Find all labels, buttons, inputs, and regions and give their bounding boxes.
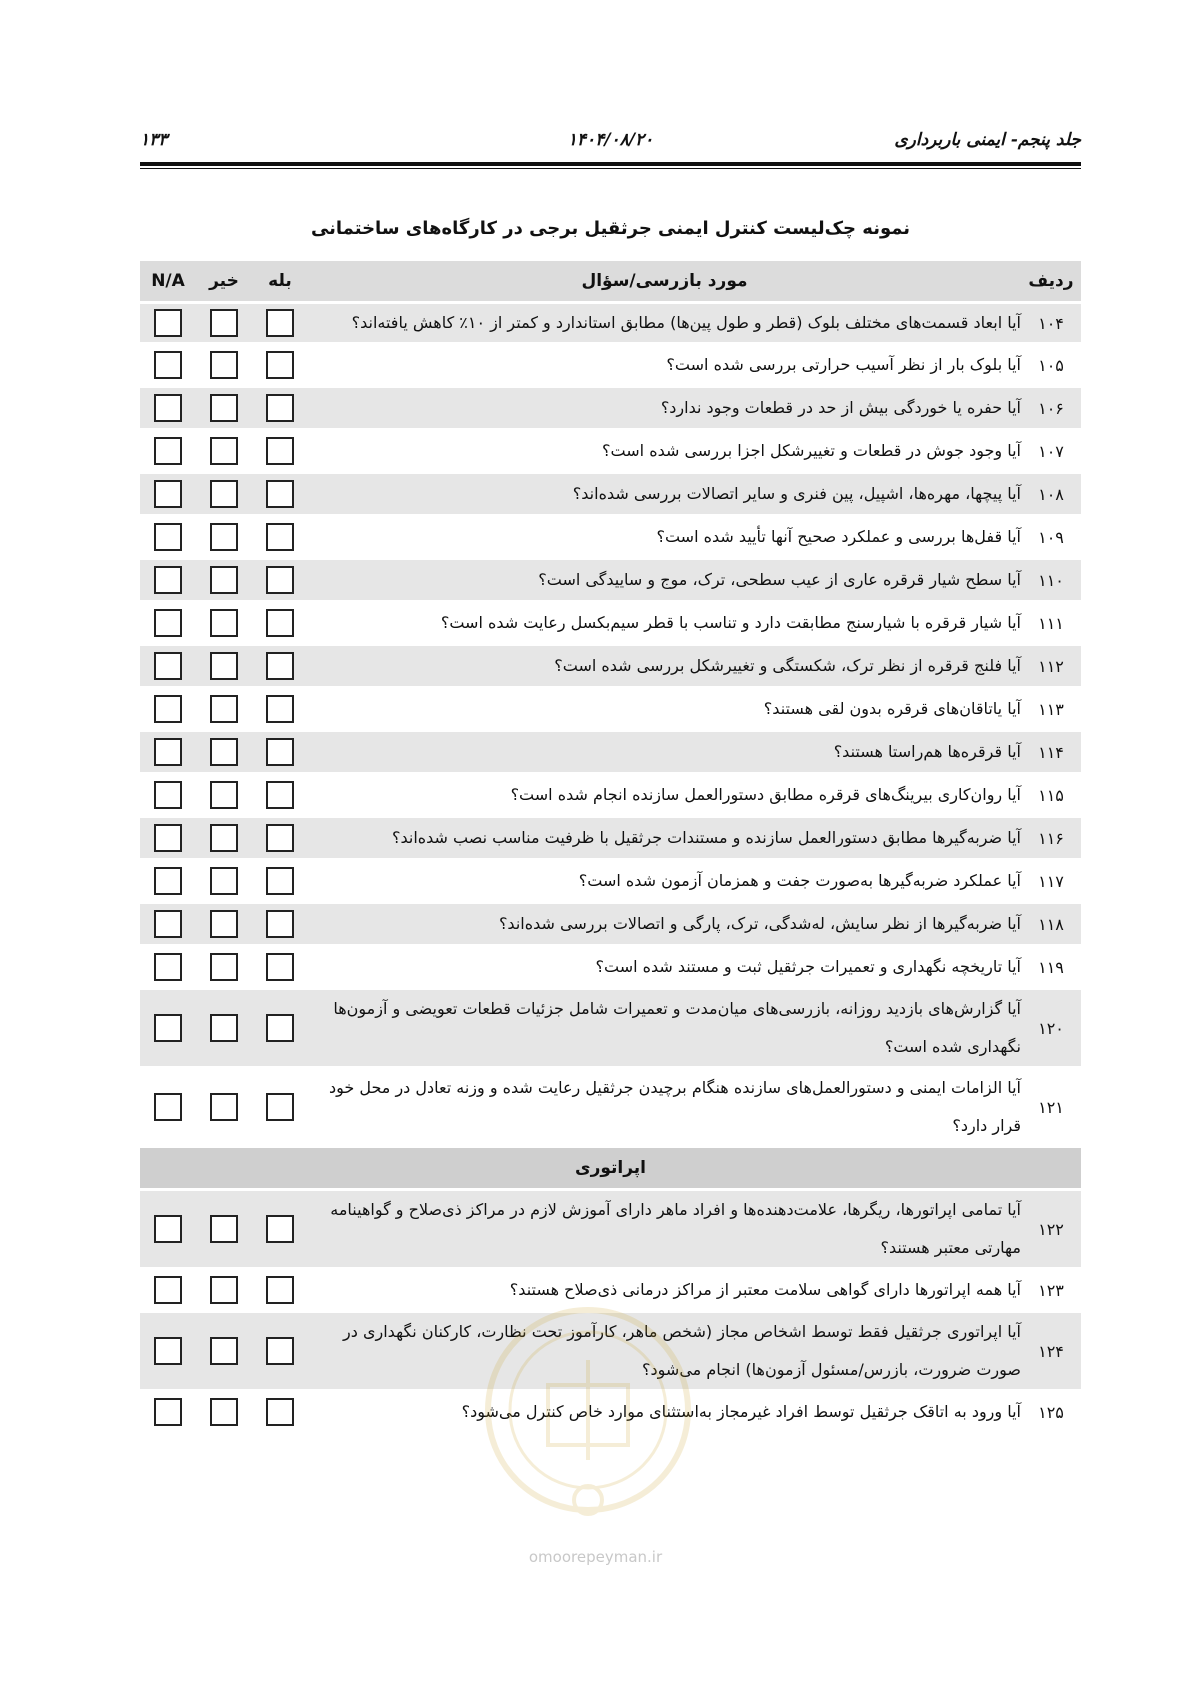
checkbox-yes[interactable] bbox=[266, 910, 294, 938]
cell-na bbox=[140, 947, 196, 987]
checkbox-yes[interactable] bbox=[266, 309, 294, 337]
cell-yes bbox=[252, 818, 308, 858]
table-row bbox=[140, 388, 1081, 428]
checkbox-na[interactable] bbox=[154, 480, 182, 508]
checkbox-na[interactable] bbox=[154, 738, 182, 766]
header-rule-thin bbox=[140, 168, 1081, 169]
checkbox-yes[interactable] bbox=[266, 695, 294, 723]
checkbox-na[interactable] bbox=[154, 695, 182, 723]
cell-na bbox=[140, 388, 196, 428]
checkbox-no[interactable] bbox=[210, 1276, 238, 1304]
cell-na bbox=[140, 1392, 196, 1432]
cell-no bbox=[196, 345, 252, 385]
cell-yes bbox=[252, 1191, 308, 1267]
table-row bbox=[140, 861, 1081, 901]
checkbox-na[interactable] bbox=[154, 652, 182, 680]
cell-yes bbox=[252, 646, 308, 686]
checkbox-na[interactable] bbox=[154, 781, 182, 809]
section-row bbox=[140, 1148, 1081, 1188]
row-number: ۱۱۷ bbox=[1038, 871, 1064, 891]
checkbox-no[interactable] bbox=[210, 910, 238, 938]
cell-no bbox=[196, 646, 252, 686]
checkbox-na[interactable] bbox=[154, 953, 182, 981]
checkbox-na[interactable] bbox=[154, 1276, 182, 1304]
row-number: ۱۲۳ bbox=[1038, 1280, 1064, 1300]
cell-no bbox=[196, 1270, 252, 1310]
checkbox-na[interactable] bbox=[154, 609, 182, 637]
checkbox-na[interactable] bbox=[154, 1215, 182, 1243]
row-number: ۱۱۲ bbox=[1021, 646, 1081, 686]
question-text: آیا تاریخچه نگهداری و تعمیرات جرثقیل ثبت و مستند شده است؟ bbox=[595, 957, 1021, 976]
checkbox-na[interactable] bbox=[154, 523, 182, 551]
cell-no bbox=[196, 861, 252, 901]
cell-yes bbox=[252, 904, 308, 944]
question-text: آیا گزارش‌های بازدید روزانه، بازرسی‌های میان‌مدت و تعمیرات شامل جزئیات قطعات تعویضی و آزمون‌ها نگهداری شده است؟ bbox=[308, 990, 1021, 1066]
cell-no bbox=[196, 474, 252, 514]
row-number: ۱۲۲ bbox=[1021, 1191, 1081, 1267]
cell-na bbox=[140, 1069, 196, 1145]
checkbox-no[interactable] bbox=[210, 566, 238, 594]
question-text: آیا الزامات ایمنی و دستورالعمل‌های سازنده هنگام برچیدن جرثقیل رعایت شده و وزنه تعادل در محل خود قرار دارد؟ bbox=[328, 1078, 1021, 1135]
checkbox-na[interactable] bbox=[154, 1398, 182, 1426]
question-text: آیا تمامی اپراتورها، ریگرها، علامت‌دهنده‌ها و افراد ماهر دارای آموزش لازم در مراکز ذی‌صلاح و گواهینامه مهارتی معتبر هستند؟ bbox=[308, 1191, 1021, 1267]
cell-na bbox=[140, 1270, 196, 1310]
cell-yes bbox=[252, 1270, 308, 1310]
section-operation bbox=[140, 1148, 1081, 1188]
checkbox-na[interactable] bbox=[154, 394, 182, 422]
header-date: ۱۴۰۴/۰۸/۲۰ bbox=[567, 130, 654, 150]
table-row bbox=[140, 947, 1081, 987]
checkbox-no[interactable] bbox=[210, 394, 238, 422]
checkbox-no[interactable] bbox=[210, 738, 238, 766]
cell-no bbox=[196, 431, 252, 471]
checkbox-yes[interactable] bbox=[266, 781, 294, 809]
checkbox-na[interactable] bbox=[154, 1337, 182, 1365]
row-number: ۱۱۶ bbox=[1021, 818, 1081, 858]
cell-yes bbox=[252, 990, 308, 1066]
cell-na bbox=[140, 904, 196, 944]
col-header-row-number: ردیف bbox=[1021, 261, 1081, 301]
header-rule-thick bbox=[140, 162, 1081, 166]
checkbox-yes[interactable] bbox=[266, 824, 294, 852]
row-number: ۱۱۹ bbox=[1038, 957, 1064, 977]
cell-yes bbox=[252, 345, 308, 385]
table-row bbox=[140, 818, 1081, 858]
table-row bbox=[140, 431, 1081, 471]
cell-yes bbox=[252, 474, 308, 514]
question-text: آیا پیچها، مهره‌ها، اشپیل، پین فنری و سایر اتصالات بررسی شده‌اند؟ bbox=[308, 474, 1021, 514]
question-text: آیا قرقره‌ها هم‌راستا هستند؟ bbox=[308, 732, 1021, 772]
question-text: آیا ورود به اتاقک جرثقیل توسط افراد غیرمجاز به‌استثنای موارد خاص کنترل می‌شود؟ bbox=[461, 1402, 1021, 1421]
table-row bbox=[140, 1191, 1081, 1267]
checkbox-yes[interactable] bbox=[266, 1276, 294, 1304]
cell-no bbox=[196, 775, 252, 815]
table-title: نمونه چک‌لیست کنترل ایمنی جرثقیل برجی در کارگاه‌های ساختمانی bbox=[310, 218, 911, 239]
checkbox-no[interactable] bbox=[210, 1215, 238, 1243]
row-number: ۱۱۴ bbox=[1021, 732, 1081, 772]
cell-no bbox=[196, 947, 252, 987]
table-row bbox=[140, 560, 1081, 600]
checkbox-no[interactable] bbox=[210, 781, 238, 809]
cell-yes bbox=[252, 517, 308, 557]
checkbox-yes[interactable] bbox=[266, 1093, 294, 1121]
cell-no bbox=[196, 689, 252, 729]
row-number: ۱۱۰ bbox=[1021, 560, 1081, 600]
checkbox-yes[interactable] bbox=[266, 523, 294, 551]
checklist-body-part1 bbox=[140, 304, 1081, 1145]
checkbox-no[interactable] bbox=[210, 1093, 238, 1121]
cell-no bbox=[196, 388, 252, 428]
question-text: آیا روان‌کاری بیرینگ‌های قرقره مطابق دستورالعمل سازنده انجام شده است؟ bbox=[510, 785, 1021, 804]
checkbox-yes[interactable] bbox=[266, 394, 294, 422]
checkbox-yes[interactable] bbox=[266, 1398, 294, 1426]
cell-yes bbox=[252, 304, 308, 342]
col-header-yes: بله bbox=[252, 261, 308, 301]
checkbox-no[interactable] bbox=[210, 824, 238, 852]
cell-no bbox=[196, 1069, 252, 1145]
cell-no bbox=[196, 1191, 252, 1267]
cell-na bbox=[140, 304, 196, 342]
checkbox-no[interactable] bbox=[210, 437, 238, 465]
page-header bbox=[140, 120, 1081, 160]
cell-no bbox=[196, 1313, 252, 1389]
row-number: ۱۲۱ bbox=[1038, 1097, 1064, 1117]
checkbox-yes[interactable] bbox=[266, 1014, 294, 1042]
checkbox-na[interactable] bbox=[154, 1093, 182, 1121]
row-number: ۱۱۳ bbox=[1038, 699, 1064, 719]
question-text: آیا قفل‌ها بررسی و عملکرد صحیح آنها تأیید شده است؟ bbox=[656, 527, 1021, 546]
cell-yes bbox=[252, 689, 308, 729]
question-text: آیا سطح شیار قرقره عاری از عیب سطحی، ترک، موج و ساییدگی است؟ bbox=[308, 560, 1021, 600]
checkbox-no[interactable] bbox=[210, 1398, 238, 1426]
cell-no bbox=[196, 1392, 252, 1432]
cell-na bbox=[140, 474, 196, 514]
question-text: آیا شیار قرقره با شیارسنج مطابقت دارد و تناسب با قطر سیم‌بکسل رعایت شده است؟ bbox=[440, 613, 1021, 632]
question-text: آیا ضربه‌گیرها مطابق دستورالعمل سازنده و مستندات جرثقیل با ظرفیت مناسب نصب شده‌اند؟ bbox=[308, 818, 1021, 858]
row-number: ۱۱۱ bbox=[1038, 613, 1064, 633]
checkbox-yes[interactable] bbox=[266, 867, 294, 895]
table-row bbox=[140, 990, 1081, 1066]
table-row bbox=[140, 689, 1081, 729]
question-text: آیا حفره یا خوردگی بیش از حد در قطعات وجود ندارد؟ bbox=[308, 388, 1021, 428]
checkbox-yes[interactable] bbox=[266, 652, 294, 680]
cell-no bbox=[196, 990, 252, 1066]
cell-yes bbox=[252, 861, 308, 901]
cell-na bbox=[140, 646, 196, 686]
question-text: آیا عملکرد ضربه‌گیرها به‌صورت جفت و همزمان آزمون شده است؟ bbox=[578, 871, 1021, 890]
question-text: آیا ضربه‌گیرها از نظر سایش، له‌شدگی، ترک، پارگی و اتصالات بررسی شده‌اند؟ bbox=[308, 904, 1021, 944]
volume-title: جلد پنجم- ایمنی باربرداری bbox=[894, 130, 1081, 150]
checkbox-na[interactable] bbox=[154, 910, 182, 938]
cell-yes bbox=[252, 1069, 308, 1145]
col-header-no: خیر bbox=[196, 261, 252, 301]
question-text: آیا یاتاقان‌های قرقره بدون لقی هستند؟ bbox=[763, 699, 1021, 718]
row-number: ۱۰۸ bbox=[1021, 474, 1081, 514]
question-text: آیا اپراتوری جرثقیل فقط توسط اشخاص مجاز (شخص ماهر، کارآموز تحت نظارت، کارکنان نگهداری در صورت ضرورت، بازرس/مسئول آزمون‌ها) انجام می‌شود؟ bbox=[308, 1313, 1021, 1389]
question-text: آیا فلنج قرقره از نظر ترک، شکستگی و تغییرشکل بررسی شده است؟ bbox=[308, 646, 1021, 686]
question-text: آیا بلوک بار از نظر آسیب حرارتی بررسی شده است؟ bbox=[666, 355, 1021, 374]
question-text: آیا وجود جوش در قطعات و تغییرشکل اجزا بررسی شده است؟ bbox=[602, 441, 1021, 460]
row-number: ۱۱۸ bbox=[1021, 904, 1081, 944]
checkbox-no[interactable] bbox=[210, 867, 238, 895]
table-row bbox=[140, 603, 1081, 643]
row-number: ۱۲۴ bbox=[1021, 1313, 1081, 1389]
checkbox-yes[interactable] bbox=[266, 1337, 294, 1365]
checkbox-no[interactable] bbox=[210, 953, 238, 981]
table-row bbox=[140, 474, 1081, 514]
checkbox-yes[interactable] bbox=[266, 480, 294, 508]
table-row bbox=[140, 646, 1081, 686]
row-number: ۱۰۴ bbox=[1021, 304, 1081, 342]
checkbox-na[interactable] bbox=[154, 437, 182, 465]
table-row bbox=[140, 775, 1081, 815]
checkbox-no[interactable] bbox=[210, 609, 238, 637]
table-row bbox=[140, 1069, 1081, 1145]
cell-na bbox=[140, 990, 196, 1066]
checkbox-no[interactable] bbox=[210, 1014, 238, 1042]
question-text: آیا ابعاد قسمت‌های مختلف بلوک (قطر و طول پین‌ها) مطابق استاندارد و کمتر از ۱۰٪ کاهش یافته‌اند؟ bbox=[308, 304, 1021, 342]
cell-na bbox=[140, 1313, 196, 1389]
cell-yes bbox=[252, 947, 308, 987]
question-text: آیا همه اپراتورها دارای گواهی سلامت معتبر از مراکز درمانی ذی‌صلاح هستند؟ bbox=[509, 1280, 1021, 1299]
section-title-operation: اپراتوری bbox=[140, 1148, 1081, 1188]
table-row bbox=[140, 304, 1081, 342]
cell-no bbox=[196, 560, 252, 600]
row-number: ۱۱۵ bbox=[1038, 785, 1064, 805]
cell-yes bbox=[252, 1392, 308, 1432]
row-number: ۱۲۵ bbox=[1038, 1402, 1064, 1422]
checkbox-na[interactable] bbox=[154, 309, 182, 337]
checkbox-na[interactable] bbox=[154, 1014, 182, 1042]
cell-yes bbox=[252, 560, 308, 600]
checklist-table bbox=[140, 258, 1081, 1435]
cell-no bbox=[196, 732, 252, 772]
cell-na bbox=[140, 431, 196, 471]
cell-na bbox=[140, 861, 196, 901]
checkbox-no[interactable] bbox=[210, 523, 238, 551]
cell-na bbox=[140, 560, 196, 600]
checkbox-no[interactable] bbox=[210, 1337, 238, 1365]
checkbox-yes[interactable] bbox=[266, 609, 294, 637]
checkbox-na[interactable] bbox=[154, 824, 182, 852]
checkbox-no[interactable] bbox=[210, 652, 238, 680]
cell-na bbox=[140, 345, 196, 385]
cell-yes bbox=[252, 775, 308, 815]
col-header-na: N/A bbox=[140, 261, 196, 301]
checkbox-no[interactable] bbox=[210, 309, 238, 337]
cell-yes bbox=[252, 388, 308, 428]
watermark-logo bbox=[478, 1300, 698, 1540]
cell-no bbox=[196, 603, 252, 643]
row-number: ۱۰۷ bbox=[1038, 441, 1064, 461]
table-row bbox=[140, 904, 1081, 944]
checkbox-na[interactable] bbox=[154, 566, 182, 594]
cell-yes bbox=[252, 1313, 308, 1389]
cell-na bbox=[140, 818, 196, 858]
row-number: ۱۰۹ bbox=[1038, 527, 1064, 547]
table-row bbox=[140, 732, 1081, 772]
cell-no bbox=[196, 904, 252, 944]
checkbox-yes[interactable] bbox=[266, 566, 294, 594]
page-number: ۱۳۳ bbox=[140, 130, 168, 150]
checkbox-yes[interactable] bbox=[266, 738, 294, 766]
table-header-row bbox=[140, 261, 1081, 301]
cell-na bbox=[140, 732, 196, 772]
watermark-url: omoorepeyman.ir bbox=[528, 1548, 663, 1566]
row-number: ۱۰۵ bbox=[1038, 355, 1064, 375]
checkbox-yes[interactable] bbox=[266, 953, 294, 981]
checkbox-no[interactable] bbox=[210, 480, 238, 508]
cell-no bbox=[196, 818, 252, 858]
table-row bbox=[140, 517, 1081, 557]
cell-yes bbox=[252, 732, 308, 772]
checkbox-no[interactable] bbox=[210, 695, 238, 723]
checkbox-yes[interactable] bbox=[266, 437, 294, 465]
row-number: ۱۲۰ bbox=[1021, 990, 1081, 1066]
cell-na bbox=[140, 1191, 196, 1267]
cell-na bbox=[140, 517, 196, 557]
cell-no bbox=[196, 517, 252, 557]
cell-yes bbox=[252, 603, 308, 643]
checkbox-no[interactable] bbox=[210, 351, 238, 379]
col-header-item: مورد بازرسی/سؤال bbox=[308, 261, 1021, 301]
checkbox-na[interactable] bbox=[154, 867, 182, 895]
checkbox-yes[interactable] bbox=[266, 351, 294, 379]
table-row bbox=[140, 345, 1081, 385]
cell-yes bbox=[252, 431, 308, 471]
row-number: ۱۰۶ bbox=[1021, 388, 1081, 428]
cell-na bbox=[140, 775, 196, 815]
cell-na bbox=[140, 603, 196, 643]
checkbox-yes[interactable] bbox=[266, 1215, 294, 1243]
cell-no bbox=[196, 304, 252, 342]
checkbox-na[interactable] bbox=[154, 351, 182, 379]
cell-na bbox=[140, 689, 196, 729]
